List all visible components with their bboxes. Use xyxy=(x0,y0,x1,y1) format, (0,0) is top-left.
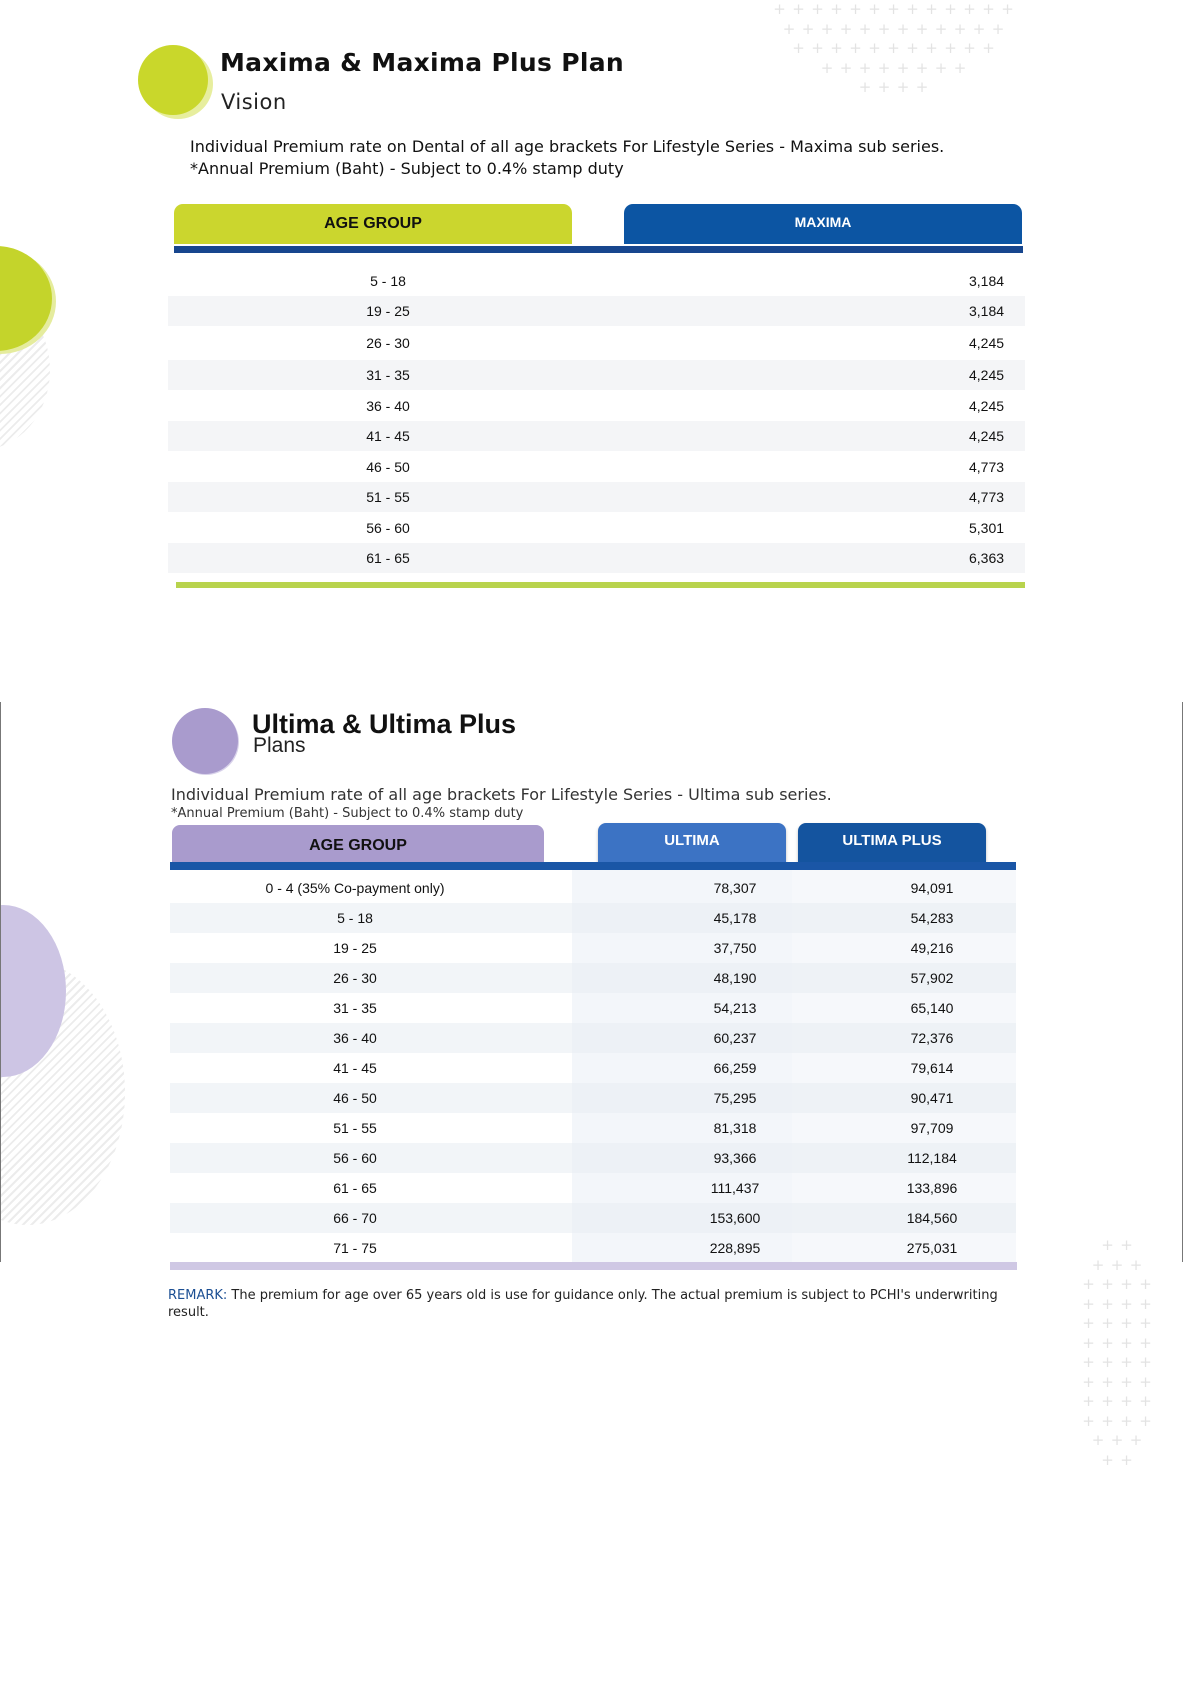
decorative-plus-grid-top: + + + + + + + + + + + + + + + + + + + + + + + + + + + + + + + + + + + + + + + + + + + + + + + + xyxy=(773,0,1014,96)
ultima-plus-premium-cell: 97,709 xyxy=(910,1120,954,1136)
ultima-premium-cell: 228,895 xyxy=(709,1240,761,1256)
ultima-plus-premium-cell: 133,896 xyxy=(906,1180,958,1196)
age-group-cell: 61 - 65 xyxy=(333,1180,377,1196)
maxima-premium-cell: 4,245 xyxy=(969,428,1005,444)
age-group-cell: 26 - 30 xyxy=(333,970,377,986)
table-row xyxy=(170,903,1016,933)
table-row xyxy=(168,328,1025,358)
ultima-plus-premium-cell: 90,471 xyxy=(910,1090,954,1106)
section1-footer-rule xyxy=(176,582,1025,588)
table-row xyxy=(170,1023,1016,1053)
table-row xyxy=(170,1173,1016,1203)
table-row xyxy=(170,1083,1016,1113)
maxima-premium-cell: 4,773 xyxy=(969,489,1005,505)
age-group-cell: 51 - 55 xyxy=(333,1120,377,1136)
ultima-plus-premium-cell: 49,216 xyxy=(910,940,954,956)
table-row xyxy=(170,1203,1016,1233)
section2-title: Ultima & Ultima Plus xyxy=(252,709,517,739)
section2-header-age-group: AGE GROUP xyxy=(172,825,544,865)
age-group-cell: 5 - 18 xyxy=(370,273,406,289)
table-row xyxy=(170,1233,1016,1263)
table-row xyxy=(170,1143,1016,1173)
ultima-premium-cell: 81,318 xyxy=(713,1120,757,1136)
age-group-cell: 41 - 45 xyxy=(333,1060,377,1076)
section2-footer-rule xyxy=(170,1262,1017,1270)
age-group-cell: 31 - 35 xyxy=(366,367,410,383)
ultima-plus-premium-cell: 79,614 xyxy=(910,1060,954,1076)
age-group-cell: 19 - 25 xyxy=(333,940,377,956)
ultima-premium-cell: 111,437 xyxy=(710,1180,760,1196)
age-group-cell: 19 - 25 xyxy=(366,303,410,319)
maxima-premium-cell: 6,363 xyxy=(969,550,1005,566)
age-group-cell: 46 - 50 xyxy=(366,459,410,475)
table-row xyxy=(168,543,1025,573)
section1-title: Maxima & Maxima Plus Plan xyxy=(220,48,624,77)
maxima-premium-cell: 5,301 xyxy=(969,520,1005,536)
remark-text: The premium for age over 65 years old is use for guidance only. The actual premium is subject to PCHI's underwriting result. xyxy=(168,1288,998,1320)
age-group-cell: 71 - 75 xyxy=(333,1240,377,1256)
ultima-plus-premium-cell: 57,902 xyxy=(910,970,954,986)
section2-header-rule xyxy=(170,862,1016,870)
maxima-premium-cell: 4,245 xyxy=(969,335,1005,351)
age-group-cell: 61 - 65 xyxy=(366,550,410,566)
table-row xyxy=(170,1113,1016,1143)
age-group-cell: 26 - 30 xyxy=(366,335,410,351)
ultima-premium-cell: 54,213 xyxy=(713,1000,757,1016)
ultima-premium-cell: 93,366 xyxy=(713,1150,757,1166)
table-row xyxy=(170,993,1016,1023)
table-row xyxy=(170,1053,1016,1083)
ultima-plus-premium-cell: 112,184 xyxy=(907,1150,957,1166)
ultima-plus-premium-cell: 94,091 xyxy=(910,880,954,896)
section1-subtitle: Vision xyxy=(221,90,287,114)
age-group-cell: 66 - 70 xyxy=(333,1210,377,1226)
ultima-premium-cell: 75,295 xyxy=(713,1090,757,1106)
table-row xyxy=(168,296,1025,326)
decorative-lime-circle xyxy=(0,246,52,351)
table-row xyxy=(168,266,1025,296)
age-group-cell: 0 - 4 (35% Co-payment only) xyxy=(265,880,445,896)
ultima-plus-premium-cell: 72,376 xyxy=(910,1030,954,1046)
ultima-premium-cell: 60,237 xyxy=(713,1030,757,1046)
decorative-plus-grid-bottom: + + + + + + + + + + + + + + + + + + + + + + + + + + + + + + + + + + + + + + + + + + xyxy=(1082,1236,1152,1469)
ultima-premium-cell: 45,178 xyxy=(713,910,757,926)
section1-bullet-circle xyxy=(138,45,208,115)
age-group-cell: 56 - 60 xyxy=(366,520,410,536)
ultima-plus-premium-cell: 65,140 xyxy=(910,1000,954,1016)
age-group-cell: 5 - 18 xyxy=(337,910,373,926)
ultima-premium-cell: 48,190 xyxy=(713,970,757,986)
frame-line-left xyxy=(0,702,1,1262)
table-row xyxy=(168,482,1025,512)
remark-label: REMARK: xyxy=(168,1288,228,1303)
section1-header-maxima: MAXIMA xyxy=(624,204,1022,244)
age-group-cell: 56 - 60 xyxy=(333,1150,377,1166)
maxima-premium-cell: 4,245 xyxy=(969,398,1005,414)
ultima-premium-cell: 153,600 xyxy=(709,1210,761,1226)
section1-description-text: Individual Premium rate on Dental of all age brackets For Lifestyle Series - Maxima sub series. xyxy=(190,137,945,156)
remark-note xyxy=(168,1287,1024,1321)
age-group-cell: 36 - 40 xyxy=(333,1030,377,1046)
section1-note: *Annual Premium (Baht) - Subject to 0.4% stamp duty xyxy=(190,159,624,178)
section1-header-rule xyxy=(174,246,1023,253)
ultima-plus-premium-cell: 54,283 xyxy=(910,910,954,926)
age-group-cell: 51 - 55 xyxy=(366,489,410,505)
ultima-premium-cell: 66,259 xyxy=(713,1060,757,1076)
table-row xyxy=(168,452,1025,482)
age-group-cell: 46 - 50 xyxy=(333,1090,377,1106)
section2-description: Individual Premium rate of all age brackets For Lifestyle Series - Ultima sub series. xyxy=(171,785,832,804)
section2-note: *Annual Premium (Baht) - Subject to 0.4% stamp duty xyxy=(171,806,524,821)
table-row xyxy=(168,391,1025,421)
maxima-premium-cell: 4,773 xyxy=(969,459,1005,475)
section1-header-age-group: AGE GROUP xyxy=(174,204,572,244)
age-group-cell: 31 - 35 xyxy=(333,1000,377,1016)
table-row xyxy=(170,963,1016,993)
ultima-premium-cell: 37,750 xyxy=(713,940,757,956)
maxima-premium-cell: 4,245 xyxy=(969,367,1005,383)
table-row xyxy=(168,360,1025,390)
age-group-cell: 36 - 40 xyxy=(366,398,410,414)
section2-header-ultima: ULTIMA xyxy=(598,823,786,865)
maxima-premium-cell: 3,184 xyxy=(969,303,1005,319)
section1-description xyxy=(190,136,990,180)
section2-subtitle: Plans xyxy=(253,734,306,757)
table-row xyxy=(168,421,1025,451)
table-row xyxy=(170,933,1016,963)
table-row xyxy=(168,513,1025,543)
ultima-premium-cell: 78,307 xyxy=(713,880,757,896)
maxima-premium-cell: 3,184 xyxy=(969,273,1005,289)
section2-bullet-circle xyxy=(172,708,238,774)
ultima-plus-premium-cell: 184,560 xyxy=(906,1210,958,1226)
section2-header-ultima-plus: ULTIMA PLUS xyxy=(798,823,986,865)
ultima-plus-premium-cell: 275,031 xyxy=(906,1240,958,1256)
table-row xyxy=(170,873,1016,903)
age-group-cell: 41 - 45 xyxy=(366,428,410,444)
